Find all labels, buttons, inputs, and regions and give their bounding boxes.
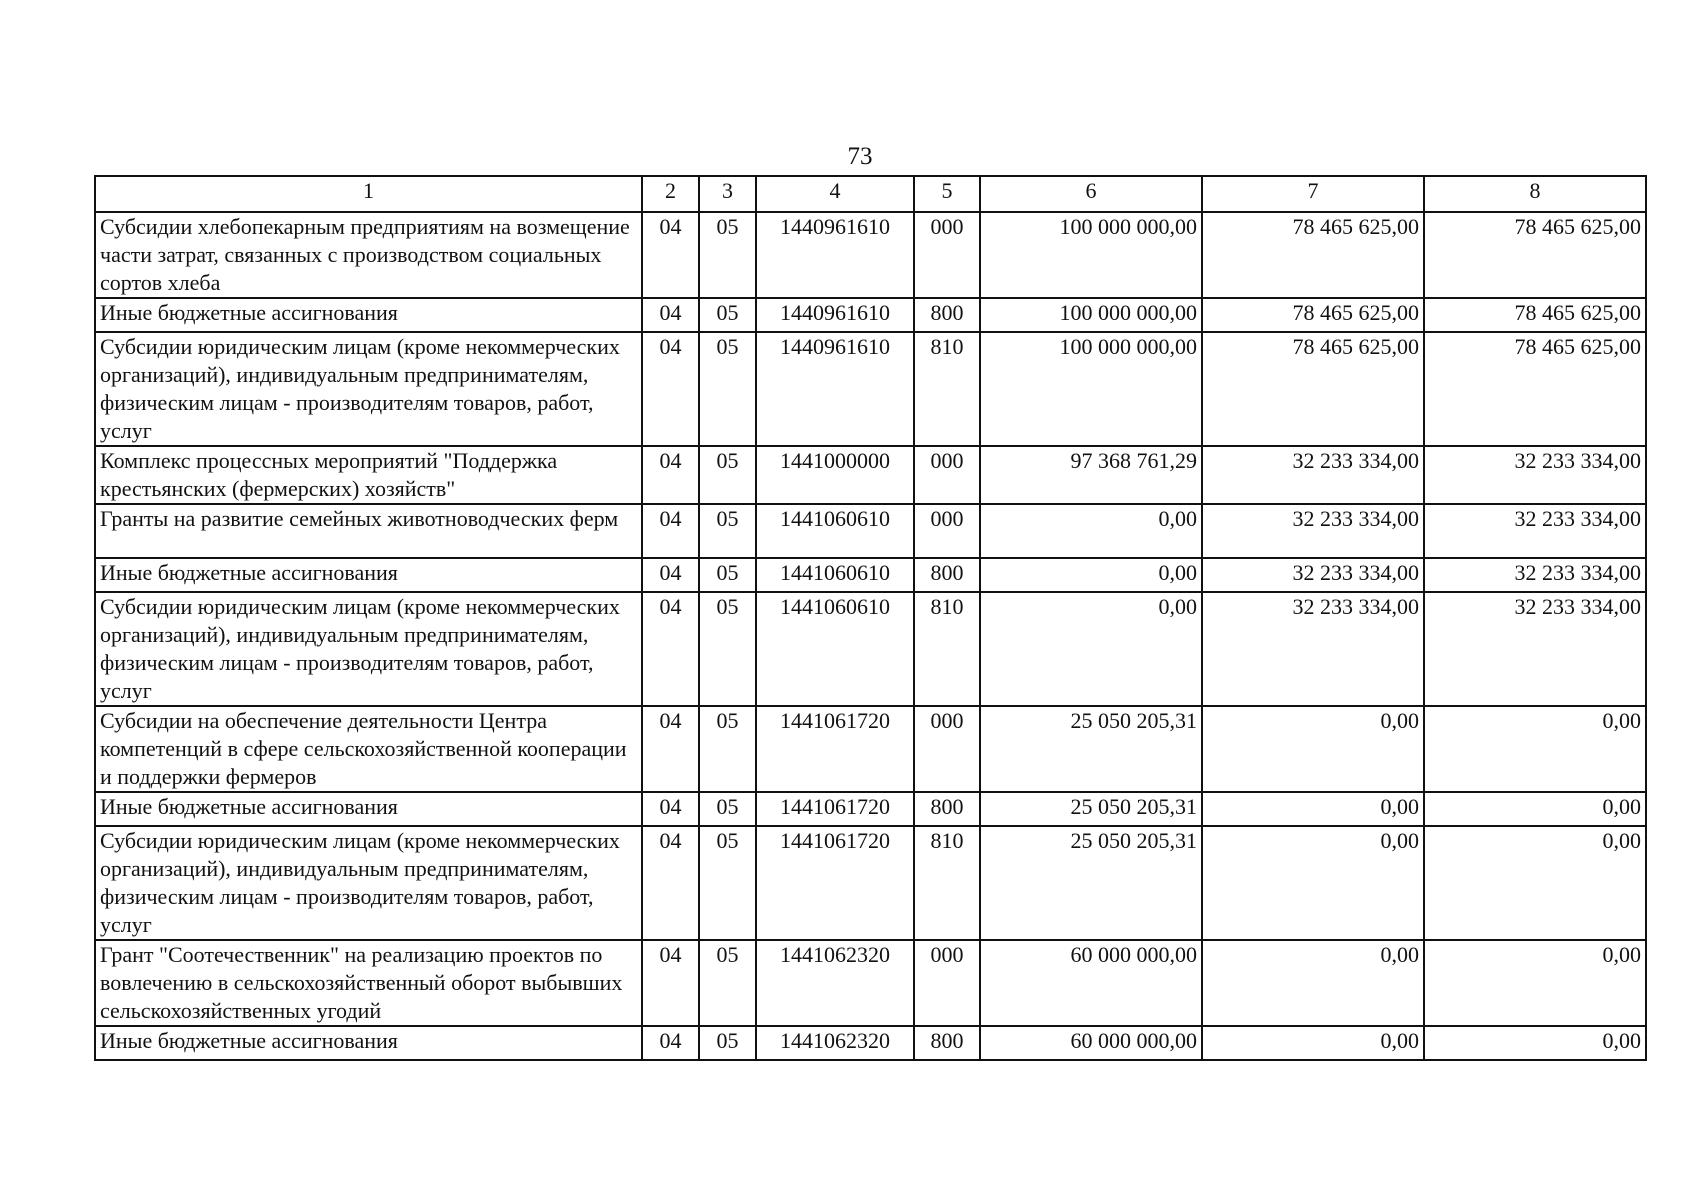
amount-column-6: 0,00 — [980, 558, 1202, 592]
amount-column-7: 32 233 334,00 — [1202, 446, 1424, 504]
item-name: Иные бюджетные ассигнования — [95, 298, 642, 332]
column-number-row — [95, 176, 1646, 212]
amount-column-7: 78 465 625,00 — [1202, 212, 1424, 298]
amount-column-8: 0,00 — [1424, 940, 1646, 1026]
amount-column-6: 60 000 000,00 — [980, 1026, 1202, 1060]
amount-column-6: 0,00 — [980, 504, 1202, 558]
section-code: 04 — [642, 592, 699, 706]
target-article-code: 1440961610 — [756, 332, 914, 446]
subsection-code: 05 — [699, 558, 756, 592]
target-article-code: 1441061720 — [756, 826, 914, 940]
column-number: 5 — [914, 176, 980, 212]
target-article-code: 1441061720 — [756, 706, 914, 792]
amount-column-6: 97 368 761,29 — [980, 446, 1202, 504]
item-name: Субсидии юридическим лицам (кроме некоммерческих организаций), индивидуальным предпринимателям, физическим лицам - производителям товаров, работ, услуг — [95, 826, 642, 940]
section-code: 04 — [642, 332, 699, 446]
section-code: 04 — [642, 940, 699, 1026]
item-name: Гранты на развитие семейных животноводческих ферм — [95, 504, 642, 558]
expense-type-code: 800 — [914, 1026, 980, 1060]
expense-type-code: 810 — [914, 826, 980, 940]
amount-column-8: 78 465 625,00 — [1424, 298, 1646, 332]
amount-column-7: 0,00 — [1202, 792, 1424, 826]
amount-column-7: 0,00 — [1202, 706, 1424, 792]
column-number: 2 — [642, 176, 699, 212]
expense-type-code: 000 — [914, 504, 980, 558]
target-article-code: 1441060610 — [756, 558, 914, 592]
subsection-code: 05 — [699, 1026, 756, 1060]
column-number: 8 — [1424, 176, 1646, 212]
amount-column-8: 32 233 334,00 — [1424, 446, 1646, 504]
subsection-code: 05 — [699, 826, 756, 940]
amount-column-7: 0,00 — [1202, 1026, 1424, 1060]
amount-column-7: 32 233 334,00 — [1202, 504, 1424, 558]
section-code: 04 — [642, 504, 699, 558]
item-name: Субсидии юридическим лицам (кроме некоммерческих организаций), индивидуальным предпринимателям, физическим лицам - производителям товаров, работ, услуг — [95, 592, 642, 706]
target-article-code: 1441062320 — [756, 940, 914, 1026]
section-code: 04 — [642, 298, 699, 332]
expense-type-code: 000 — [914, 706, 980, 792]
amount-column-8: 32 233 334,00 — [1424, 592, 1646, 706]
target-article-code: 1441000000 — [756, 446, 914, 504]
amount-column-6: 60 000 000,00 — [980, 940, 1202, 1026]
expense-type-code: 800 — [914, 792, 980, 826]
expense-type-code: 000 — [914, 212, 980, 298]
item-name: Грант "Соотечественник" на реализацию проектов по вовлечению в сельскохозяйственный оборот выбывших сельскохозяйственных угодий — [95, 940, 642, 1026]
column-number: 4 — [756, 176, 914, 212]
table-row — [95, 212, 1646, 298]
section-code: 04 — [642, 446, 699, 504]
table-row — [95, 792, 1646, 826]
item-name: Иные бюджетные ассигнования — [95, 1026, 642, 1060]
amount-column-6: 25 050 205,31 — [980, 792, 1202, 826]
expense-type-code: 800 — [914, 298, 980, 332]
table-row — [95, 332, 1646, 446]
subsection-code: 05 — [699, 332, 756, 446]
table-row — [95, 940, 1646, 1026]
column-number: 3 — [699, 176, 756, 212]
section-code: 04 — [642, 558, 699, 592]
item-name: Субсидии хлебопекарным предприятиям на возмещение части затрат, связанных с производством социальных сортов хлеба — [95, 212, 642, 298]
subsection-code: 05 — [699, 706, 756, 792]
amount-column-7: 0,00 — [1202, 826, 1424, 940]
expense-type-code: 810 — [914, 592, 980, 706]
amount-column-8: 78 465 625,00 — [1424, 212, 1646, 298]
column-number: 7 — [1202, 176, 1424, 212]
amount-column-6: 0,00 — [980, 592, 1202, 706]
expense-type-code: 810 — [914, 332, 980, 446]
amount-column-6: 100 000 000,00 — [980, 212, 1202, 298]
target-article-code: 1440961610 — [756, 298, 914, 332]
section-code: 04 — [642, 1026, 699, 1060]
subsection-code: 05 — [699, 446, 756, 504]
amount-column-6: 25 050 205,31 — [980, 706, 1202, 792]
subsection-code: 05 — [699, 298, 756, 332]
amount-column-7: 32 233 334,00 — [1202, 592, 1424, 706]
amount-column-6: 100 000 000,00 — [980, 332, 1202, 446]
target-article-code: 1441062320 — [756, 1026, 914, 1060]
section-code: 04 — [642, 792, 699, 826]
item-name: Иные бюджетные ассигнования — [95, 558, 642, 592]
expense-type-code: 000 — [914, 446, 980, 504]
amount-column-7: 32 233 334,00 — [1202, 558, 1424, 592]
subsection-code: 05 — [699, 792, 756, 826]
amount-column-8: 0,00 — [1424, 1026, 1646, 1060]
amount-column-8: 0,00 — [1424, 826, 1646, 940]
target-article-code: 1441060610 — [756, 592, 914, 706]
item-name: Комплекс процессных мероприятий "Поддержка крестьянских (фермерских) хозяйств" — [95, 446, 642, 504]
table-row — [95, 1026, 1646, 1060]
amount-column-7: 78 465 625,00 — [1202, 298, 1424, 332]
item-name: Субсидии на обеспечение деятельности Центра компетенций в сфере сельскохозяйственной кооперации и поддержки фермеров — [95, 706, 642, 792]
amount-column-6: 100 000 000,00 — [980, 298, 1202, 332]
item-name: Иные бюджетные ассигнования — [95, 792, 642, 826]
amount-column-7: 0,00 — [1202, 940, 1424, 1026]
target-article-code: 1441060610 — [756, 504, 914, 558]
column-number: 6 — [980, 176, 1202, 212]
target-article-code: 1441061720 — [756, 792, 914, 826]
section-code: 04 — [642, 706, 699, 792]
budget-table — [94, 175, 1647, 1061]
section-code: 04 — [642, 212, 699, 298]
table-row — [95, 298, 1646, 332]
column-number: 1 — [95, 176, 642, 212]
amount-column-7: 78 465 625,00 — [1202, 332, 1424, 446]
subsection-code: 05 — [699, 940, 756, 1026]
page-number: 73 — [847, 143, 873, 170]
table-row — [95, 592, 1646, 706]
amount-column-8: 32 233 334,00 — [1424, 504, 1646, 558]
amount-column-8: 78 465 625,00 — [1424, 332, 1646, 446]
expense-type-code: 000 — [914, 940, 980, 1026]
amount-column-8: 32 233 334,00 — [1424, 558, 1646, 592]
section-code: 04 — [642, 826, 699, 940]
table-row — [95, 446, 1646, 504]
item-name: Субсидии юридическим лицам (кроме некоммерческих организаций), индивидуальным предпринимателям, физическим лицам - производителям товаров, работ, услуг — [95, 332, 642, 446]
table-row — [95, 558, 1646, 592]
table-row — [95, 706, 1646, 792]
table-row — [95, 826, 1646, 940]
amount-column-8: 0,00 — [1424, 706, 1646, 792]
subsection-code: 05 — [699, 212, 756, 298]
amount-column-8: 0,00 — [1424, 792, 1646, 826]
target-article-code: 1440961610 — [756, 212, 914, 298]
table-row — [95, 504, 1646, 558]
expense-type-code: 800 — [914, 558, 980, 592]
subsection-code: 05 — [699, 504, 756, 558]
amount-column-6: 25 050 205,31 — [980, 826, 1202, 940]
subsection-code: 05 — [699, 592, 756, 706]
